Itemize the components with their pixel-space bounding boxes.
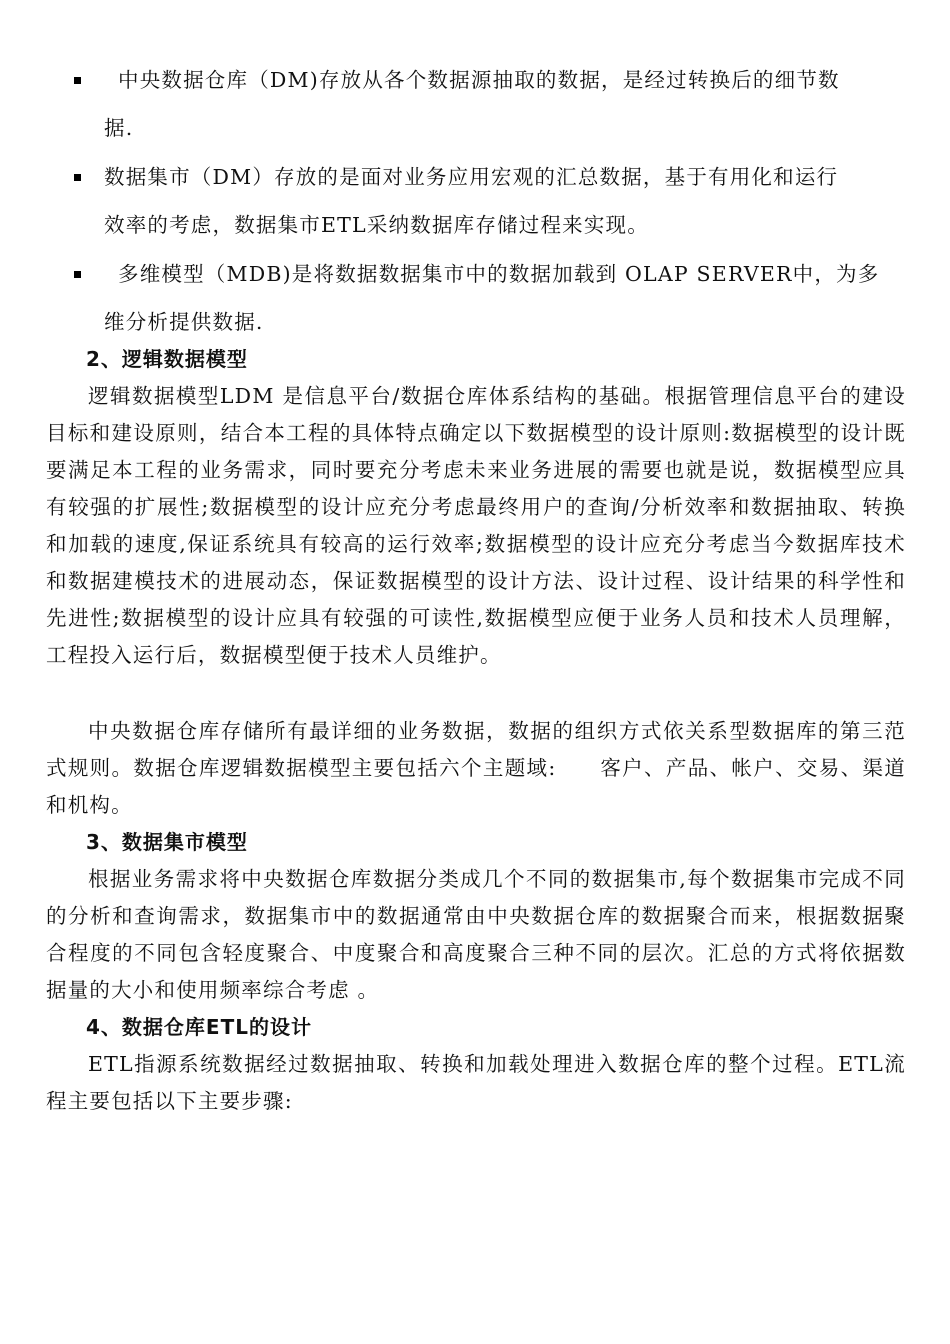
paragraph-data-mart: 根据业务需求将中央数据仓库数据分类成几个不同的数据集市,每个数据集市完成不同的分析和查询需求，数据集市中的数据通常由中央数据仓库的数据聚合而来，根据数据聚合程度的不同包含轻度聚合、中度聚合和高度聚合三种不同的层次。汇总的方式将依据数据量的大小和使用频率综合考虑 。	[46, 867, 906, 1002]
paragraph-etl: ETL指源系统数据经过数据抽取、转换和加载处理进入数据仓库的整个过程。ETL流程主要包括以下主要步骤:	[46, 1052, 906, 1113]
square-bullet-icon	[74, 77, 81, 84]
bullet-text: 多维模型（MDB)是将数据数据集市中的数据加载到 OLAP SERVER中，为多 维分析提供数据.	[104, 262, 880, 334]
paragraph-central-warehouse: 中央数据仓库存储所有最详细的业务数据，数据的组织方式依关系型数据库的第三范式规则。数据仓库逻辑数据模型主要包括六个主题域: 客户、产品、帐户、交易、渠道和机构。	[46, 719, 906, 817]
bullet-list	[0, 56, 950, 347]
bullet-item	[0, 250, 950, 346]
square-bullet-icon	[74, 174, 81, 181]
section-heading-data-mart: 3、数据集市模型	[86, 830, 248, 854]
square-bullet-icon	[74, 271, 81, 278]
bullet-text: 中央数据仓库（DM)存放从各个数据源抽取的数据，是经过转换后的细节数 据.	[104, 68, 840, 140]
bullet-item	[0, 153, 950, 249]
section-heading-etl: 4、数据仓库ETL的设计	[86, 1015, 312, 1039]
bullet-text: 数据集市（DM）存放的是面对业务应用宏观的汇总数据，基于有用化和运行 效率的考虑，数据集市ETL采纳数据库存储过程来实现。	[104, 165, 839, 237]
bullet-item	[0, 56, 950, 152]
section-heading-logical-model: 2、逻辑数据模型	[86, 347, 248, 371]
paragraph-logical-model: 逻辑数据模型LDM 是信息平台/数据仓库体系结构的基础。根据管理信息平台的建设目标和建设原则，结合本工程的具体特点确定以下数据模型的设计原则:数据模型的设计既要满足本工程的业务需求，同时要充分考虑未来业务进展的需要也就是说，数据模型应具有较强的扩展性;数据模型的设计应充分考虑最终用户的查询/分析效率和数据抽取、转换和加载的速度,保证系统具有较高的运行效率;数据模型的设计应充分考虑当今数据库技术和数据建模技术的进展动态，保证数据模型的设计方法、设计过程、设计结果的科学性和先进性;数据模型的设计应具有较强的可读性,数据模型应便于业务人员和技术人员理解，工程投入运行后，数据模型便于技术人员维护。	[46, 384, 906, 667]
